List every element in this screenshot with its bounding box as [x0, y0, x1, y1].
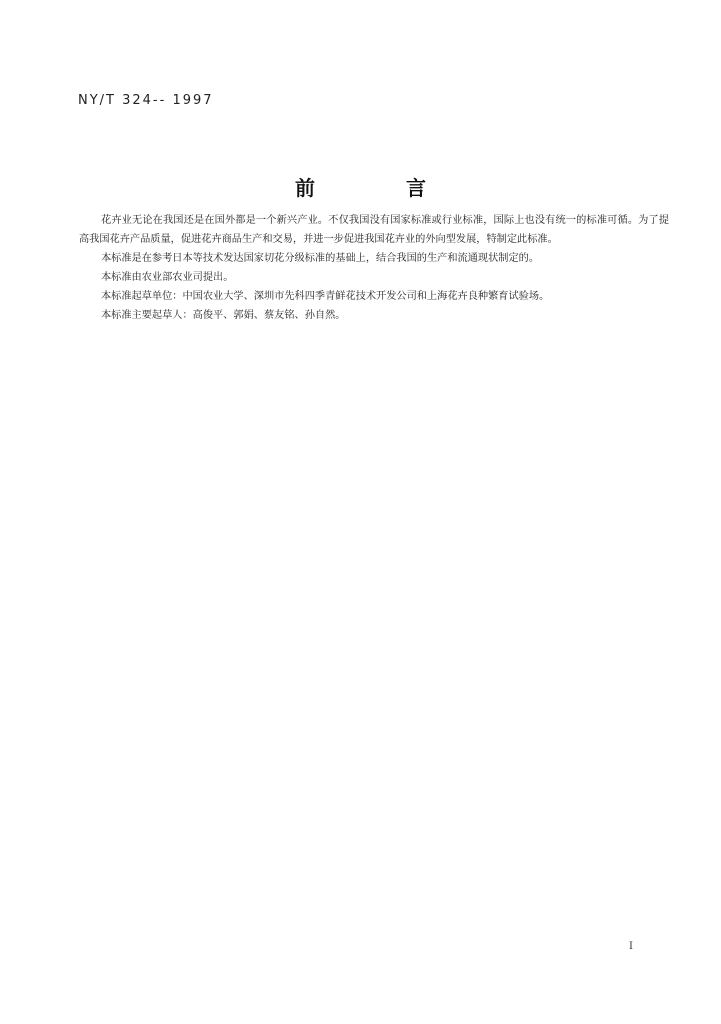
- paragraph-intro: 花卉业无论在我国还是在国外都是一个新兴产业。不仅我国没有国家标准或行业标准，国际上也没有统一的标准可循。为了提高我国花卉产品质量，促进花卉商品生产和交易，并进一步促进我国花卉业的外向型发展，特制定此标准。: [79, 215, 669, 245]
- paragraph-proposer: 本标准由农业部农业司提出。: [101, 272, 234, 283]
- paragraph-drafting-units: 本标准起草单位：中国农业大学、深圳市先科四季青鲜花技术开发公司和上海花卉良种繁育试验场。: [101, 291, 550, 302]
- page-title: 前 言: [295, 176, 468, 200]
- page-number: I: [629, 941, 633, 952]
- document-body: [79, 211, 669, 325]
- paragraph-basis: 本标准是在参考日本等技术发达国家切花分级标准的基础上，结合我国的生产和流通现状制定的。: [101, 253, 540, 264]
- paragraph-drafters: 本标准主要起草人：高俊平、郭娟、蔡友铭、孙自然。: [101, 310, 346, 321]
- standard-number: NY/T 324-- 1997: [78, 93, 214, 108]
